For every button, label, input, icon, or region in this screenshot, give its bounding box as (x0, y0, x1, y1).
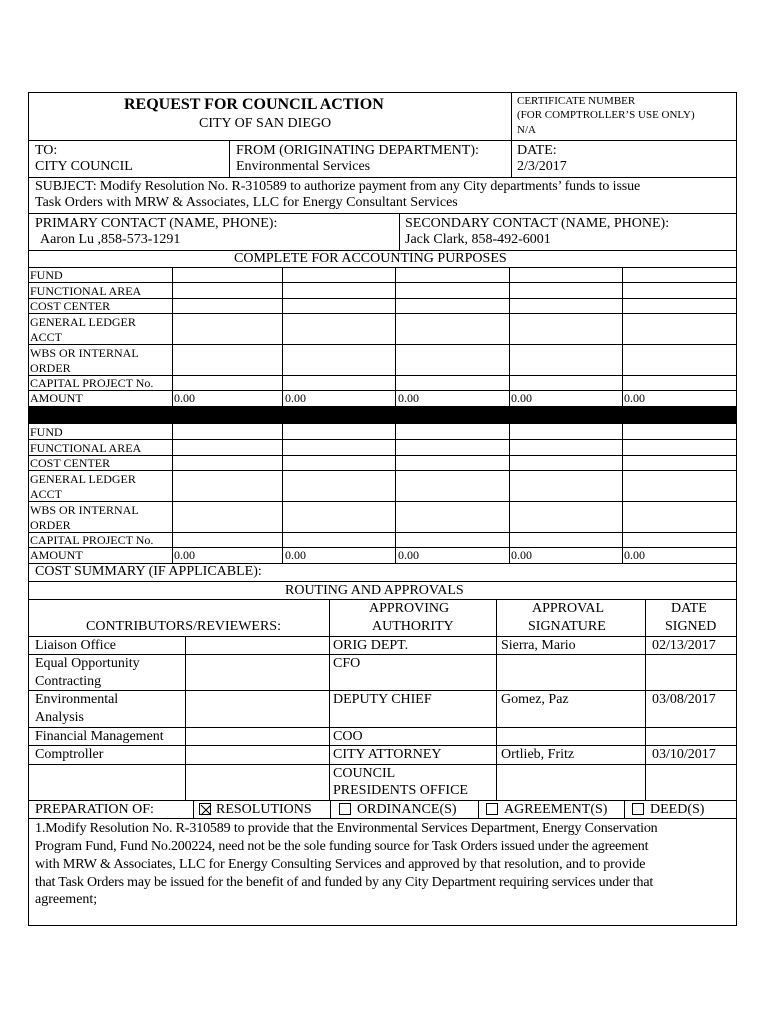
capital-project-label: CAPITAL PROJECT No. (30, 533, 154, 547)
date-signed-header-2: SIGNED (665, 619, 717, 634)
approval-signature-header-2: SIGNATURE (528, 619, 606, 634)
amount-value: 0.00 (285, 391, 306, 405)
amount-label: AMOUNT (30, 548, 83, 562)
wbs-label-2: ORDER (30, 518, 71, 532)
routing-heading: ROUTING AND APPROVALS (285, 583, 464, 598)
contributor-eoc-2: Contracting (35, 674, 102, 689)
authority-council: COUNCIL (333, 766, 396, 781)
resolutions-label: RESOLUTIONS (216, 802, 312, 817)
date-orig-dept: 02/13/2017 (652, 638, 716, 653)
amount-value: 0.00 (511, 548, 532, 562)
to-value: CITY COUNCIL (35, 159, 133, 174)
amount-label: AMOUNT (30, 391, 83, 405)
functional-area-label: FUNCTIONAL AREA (30, 441, 142, 455)
contributor-eoc: Equal Opportunity (35, 656, 140, 671)
primary-contact-value: Aaron Lu ,858-573-1291 (40, 232, 181, 247)
ordinances-checkbox[interactable] (339, 803, 351, 815)
signature-deputy-chief: Gomez, Paz (501, 692, 569, 707)
approving-authority-header: APPROVING (369, 601, 450, 616)
contributor-environmental-2: Analysis (35, 710, 84, 725)
wbs-label: WBS OR INTERNAL (30, 503, 139, 517)
functional-area-label: FUNCTIONAL AREA (30, 284, 142, 298)
amount-value: 0.00 (624, 548, 645, 562)
subject-line-2: Task Orders with MRW & Associates, LLC for Energy Consultant Services (35, 195, 458, 210)
general-ledger-label: GENERAL LEDGER (30, 315, 136, 329)
cost-center-label: COST CENTER (30, 299, 111, 313)
amount-value: 0.00 (398, 548, 419, 562)
secondary-contact-label: SECONDARY CONTACT (NAME, PHONE): (405, 216, 670, 231)
fund-label: FUND (30, 425, 63, 439)
authority-coo: COO (333, 729, 363, 744)
deeds-checkbox[interactable] (632, 803, 644, 815)
contributor-liaison: Liaison Office (35, 638, 116, 653)
subject-line-1: SUBJECT: Modify Resolution No. R-310589 to authorize payment from any City departments’ funds to issue (35, 179, 641, 194)
resolutions-checkbox[interactable] (199, 803, 211, 815)
deeds-label: DEED(S) (650, 802, 705, 817)
approval-signature-header: APPROVAL (532, 601, 605, 616)
amount-value: 0.00 (174, 548, 195, 562)
cost-center-label: COST CENTER (30, 456, 111, 470)
ordinances-label: ORDINANCE(S) (357, 802, 457, 817)
from-value: Environmental Services (236, 159, 371, 174)
amount-value: 0.00 (174, 391, 195, 405)
primary-contact-label: PRIMARY CONTACT (NAME, PHONE): (35, 216, 278, 231)
contributors-column-header: CONTRIBUTORS/REVIEWERS: (86, 619, 281, 634)
date-city-attorney: 03/10/2017 (652, 747, 716, 762)
wbs-label: WBS OR INTERNAL (30, 346, 139, 360)
agreements-label: AGREEMENT(S) (504, 802, 608, 817)
approving-authority-header-2: AUTHORITY (372, 619, 454, 634)
authority-cfo: CFO (333, 656, 361, 671)
general-ledger-label-2: ACCT (30, 330, 63, 344)
date-label: DATE: (517, 143, 557, 158)
date-value: 2/3/2017 (517, 159, 567, 174)
general-ledger-label: GENERAL LEDGER (30, 472, 136, 486)
authority-council-2: PRESIDENTS OFFICE (333, 783, 468, 798)
amount-value: 0.00 (398, 391, 419, 405)
wbs-label-2: ORDER (30, 361, 71, 375)
separator-bar (28, 406, 737, 424)
contributor-environmental: Environmental (35, 692, 119, 707)
date-deputy-chief: 03/08/2017 (652, 692, 716, 707)
authority-deputy-chief: DEPUTY CHIEF (333, 692, 432, 707)
description-line: 1.Modify Resolution No. R-310589 to provide that the Environmental Services Department, Energy Conservation (35, 821, 658, 836)
from-label: FROM (ORIGINATING DEPARTMENT): (236, 143, 479, 158)
form-title: REQUEST FOR COUNCIL ACTION (124, 96, 384, 113)
cost-summary-label: COST SUMMARY (IF APPLICABLE): (35, 564, 262, 579)
preparation-label: PREPARATION OF: (35, 802, 154, 817)
description-line: Program Fund, Fund No.200224, need not be the sole funding source for Task Orders issued under the agreement (35, 839, 649, 854)
secondary-contact-value: Jack Clark, 858-492-6001 (405, 232, 551, 247)
contributor-financial-management: Financial Management (35, 729, 164, 744)
certificate-label: CERTIFICATE NUMBER (517, 95, 636, 107)
description-line: agreement; (35, 892, 98, 907)
to-label: TO: (35, 143, 58, 158)
authority-orig-dept: ORIG DEPT. (333, 638, 409, 653)
fund-label: FUND (30, 268, 63, 282)
date-signed-header: DATE (671, 601, 707, 616)
contributor-comptroller: Comptroller (35, 747, 104, 762)
capital-project-label: CAPITAL PROJECT No. (30, 376, 154, 390)
certificate-note: (FOR COMPTROLLER’S USE ONLY) (517, 109, 695, 121)
signature-city-attorney: Ortlieb, Fritz (501, 747, 575, 762)
agreements-checkbox[interactable] (486, 803, 498, 815)
description-line: with MRW & Associates, LLC for Energy Consulting Services and approved by that resolution, and to provide (35, 857, 646, 872)
amount-value: 0.00 (624, 391, 645, 405)
authority-city-attorney: CITY ATTORNEY (333, 747, 442, 762)
certificate-value: N/A (517, 124, 536, 136)
checkmark-x-icon (200, 804, 212, 816)
amount-value: 0.00 (285, 548, 306, 562)
signature-orig-dept: Sierra, Mario (501, 638, 576, 653)
amount-value: 0.00 (511, 391, 532, 405)
accounting-heading: COMPLETE FOR ACCOUNTING PURPOSES (234, 251, 507, 266)
city-name: CITY OF SAN DIEGO (199, 116, 332, 131)
description-line: that Task Orders may be issued for the benefit of and funded by any City Department requiring services under that (35, 875, 654, 890)
general-ledger-label-2: ACCT (30, 487, 63, 501)
